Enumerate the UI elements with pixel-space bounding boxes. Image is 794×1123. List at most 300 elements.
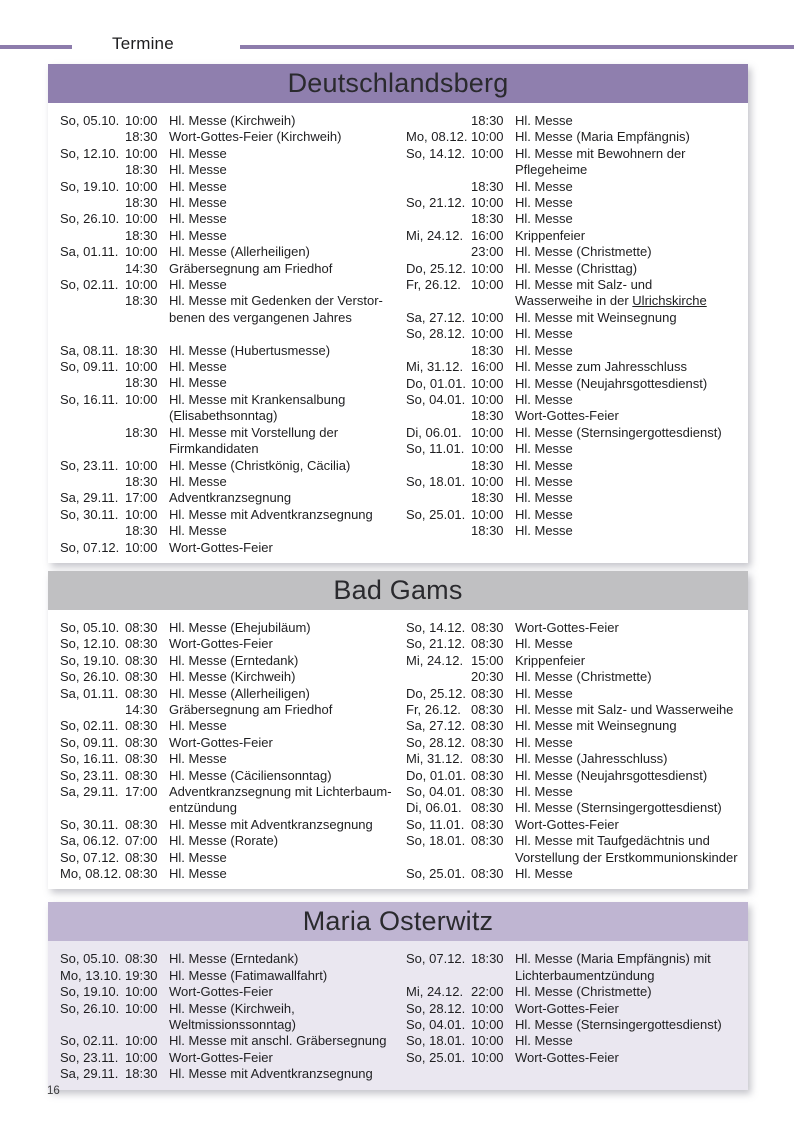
schedule-row	[60, 359, 392, 375]
event-time: 08:30	[471, 751, 504, 767]
event-date: Sa, 08.11.	[60, 342, 119, 358]
schedule-row	[60, 1050, 392, 1066]
event-time: 08:30	[471, 636, 504, 652]
event-description: Hl. Messe	[515, 473, 573, 489]
schedule-column-left	[48, 951, 398, 1082]
event-description: Hl. Messe	[169, 359, 227, 375]
event-description: Wort-Gottes-Feier	[169, 984, 273, 1000]
schedule-row	[406, 179, 744, 195]
schedule-row	[60, 702, 392, 718]
event-time: 08:30	[125, 951, 158, 967]
event-date: Mi, 24.12.	[406, 984, 464, 1000]
event-time: 08:30	[471, 619, 504, 635]
header-rule-right	[240, 45, 794, 49]
event-time: 22:00	[471, 984, 504, 1000]
event-date: So, 11.01.	[406, 816, 465, 832]
section-body	[48, 941, 748, 1089]
event-description: Hl. Messe	[169, 473, 227, 489]
event-description: Hl. Messe	[515, 734, 573, 750]
event-time: 18:30	[125, 162, 158, 178]
event-date	[60, 425, 125, 458]
section-title-deutschlandsberg: Deutschlandsberg	[48, 64, 748, 103]
event-description: Hl. Messe (Sternsingergottesdienst)	[515, 800, 722, 816]
section-maria-osterwitz	[48, 902, 748, 1089]
event-date: Sa, 29.11.	[60, 490, 119, 506]
schedule-row	[406, 392, 744, 408]
schedule-row	[406, 653, 744, 669]
event-description: Hl. Messe (Kirchweih)	[169, 113, 296, 128]
event-time: 18:30	[471, 490, 504, 506]
schedule-row	[60, 540, 392, 556]
event-time: 10:00	[471, 129, 504, 145]
schedule-row	[406, 669, 744, 685]
schedule-row	[406, 636, 744, 652]
schedule-row	[406, 1017, 744, 1033]
event-date: So, 12.10.	[60, 145, 120, 161]
event-date: So, 28.12.	[406, 1000, 466, 1016]
schedule-row	[60, 784, 392, 817]
section-body	[48, 610, 748, 890]
schedule-row	[406, 129, 744, 145]
event-description: Wort-Gottes-Feier	[515, 1049, 619, 1065]
event-date: Di, 06.01.	[406, 424, 462, 440]
schedule-row	[406, 1050, 744, 1066]
event-date: Do, 01.01.	[406, 767, 466, 783]
schedule-row	[60, 211, 392, 227]
schedule-row	[406, 474, 744, 490]
event-date: So, 21.12.	[406, 195, 466, 211]
section-title-bad-gams: Bad Gams	[48, 571, 748, 610]
event-date: So, 05.10.	[60, 619, 120, 635]
event-time: 14:30	[125, 260, 158, 276]
event-time: 08:30	[125, 751, 158, 767]
event-date: So, 28.12.	[406, 326, 466, 342]
event-description: Hl. Messe	[515, 685, 573, 701]
event-time: 10:00	[125, 1033, 158, 1049]
event-date: So, 02.11.	[60, 277, 119, 293]
event-date: So, 25.01.	[406, 1049, 466, 1065]
event-description: Hl. Messe (Jahresschluss)	[515, 751, 668, 767]
event-date	[60, 702, 125, 718]
schedule-row	[60, 850, 392, 866]
event-date: Sa, 01.11.	[60, 244, 119, 260]
schedule-row	[60, 669, 392, 685]
event-date: So, 02.11.	[60, 1033, 119, 1049]
event-time: 08:30	[471, 800, 504, 816]
schedule-row	[406, 833, 744, 866]
event-description: Hl. Messe (Christtag)	[515, 260, 638, 276]
event-description: Hl. Messe (Allerheiligen)	[169, 685, 310, 701]
event-time: 10:00	[125, 113, 158, 128]
event-date	[60, 195, 125, 211]
schedule-row	[60, 833, 392, 849]
schedule-column-left	[48, 620, 398, 883]
schedule-row	[406, 490, 744, 506]
header-rule-left	[0, 45, 72, 49]
event-description: Krippenfeier	[515, 652, 586, 668]
schedule-row	[60, 636, 392, 652]
schedule-row	[406, 1001, 744, 1017]
schedule-row	[60, 523, 392, 539]
schedule-row	[60, 458, 392, 474]
schedule-row	[406, 261, 744, 277]
event-time: 10:00	[471, 195, 504, 211]
event-description: Adventkranzsegnung mit Lichterbaum- entzündung	[169, 784, 392, 816]
schedule-row	[60, 1033, 392, 1049]
event-date: So, 18.01.	[406, 833, 466, 849]
event-time: 18:30	[125, 129, 158, 145]
schedule-row	[406, 113, 744, 129]
event-date	[60, 129, 125, 145]
event-description: Hl. Messe	[515, 457, 573, 473]
event-time: 10:00	[471, 1033, 504, 1049]
event-description: Hl. Messe	[515, 178, 573, 194]
event-description: Wort-Gottes-Feier	[515, 1000, 619, 1016]
event-description: Hl. Messe	[169, 227, 227, 243]
event-description: Hl. Messe	[169, 195, 227, 211]
event-time: 08:30	[471, 734, 504, 750]
schedule-row	[406, 244, 744, 260]
event-description: Gräbersegnung am Friedhof	[169, 260, 333, 276]
event-description: Hl. Messe	[169, 211, 227, 227]
schedule-row	[406, 376, 744, 392]
event-description: Hl. Messe	[169, 277, 227, 293]
event-date: So, 07.12.	[60, 849, 120, 865]
schedule-row	[406, 951, 744, 984]
event-description: Hl. Messe	[515, 326, 573, 342]
event-time: 08:30	[125, 685, 158, 701]
event-description: Hl. Messe (Maria Empfängnis)	[515, 129, 690, 145]
event-date: Mo, 08.12.	[60, 866, 122, 882]
schedule-row	[60, 129, 392, 145]
event-time: 18:30	[471, 951, 504, 967]
event-description: Hl. Messe	[515, 636, 573, 652]
event-date	[60, 162, 125, 178]
event-date	[406, 523, 471, 539]
event-description: Adventkranzsegnung	[169, 490, 292, 506]
event-description: Wort-Gottes-Feier	[169, 734, 273, 750]
schedule-row	[406, 458, 744, 474]
event-time: 08:30	[125, 652, 158, 668]
event-date: Mi, 31.12.	[406, 751, 464, 767]
schedule-row	[60, 735, 392, 751]
schedule-row	[60, 653, 392, 669]
event-description: Hl. Messe	[169, 145, 227, 161]
event-time: 10:00	[125, 277, 158, 293]
event-description: Hl. Messe (Sternsingergottesdienst)	[515, 1017, 722, 1033]
event-description: Hl. Messe (Cäciliensonntag)	[169, 767, 332, 783]
event-date: So, 02.11.	[60, 718, 119, 734]
event-date: So, 04.01.	[406, 391, 466, 407]
schedule-row	[60, 968, 392, 984]
event-description: Hl. Messe (Hubertusmesse)	[169, 342, 331, 358]
event-date: So, 07.12.	[60, 539, 120, 555]
event-date: So, 23.11.	[60, 457, 119, 473]
event-description: Hl. Messe (Ehejubiläum)	[169, 619, 311, 635]
event-description: Hl. Messe mit Weinsegnung	[515, 309, 677, 325]
event-time: 10:00	[125, 244, 158, 260]
event-time: 17:00	[125, 784, 158, 800]
event-description: Hl. Messe	[515, 506, 573, 522]
event-time: 16:00	[471, 359, 504, 375]
event-description: Hl. Messe (Kirchweih, Weltmissionssonntag)	[169, 1000, 296, 1033]
schedule-row	[60, 425, 392, 458]
schedule-row	[406, 768, 744, 784]
schedule-row	[406, 441, 744, 457]
event-date: Mo, 08.12.	[406, 129, 468, 145]
event-description: Hl. Messe	[515, 113, 573, 128]
event-date	[406, 458, 471, 474]
schedule-row	[60, 195, 392, 211]
event-time: 10:00	[471, 145, 504, 161]
schedule-column-right	[398, 113, 748, 540]
event-time: 08:30	[471, 866, 504, 882]
event-time: 10:00	[471, 441, 504, 457]
event-time: 18:30	[125, 424, 158, 440]
event-time: 10:00	[125, 145, 158, 161]
event-date: Di, 06.01.	[406, 800, 462, 816]
event-date: Sa, 27.12.	[406, 309, 466, 325]
event-time: 10:00	[125, 391, 158, 407]
event-date	[60, 228, 125, 244]
schedule-row	[60, 474, 392, 490]
event-time: 23:00	[471, 244, 504, 260]
event-date: So, 19.10.	[60, 178, 120, 194]
event-time: 18:30	[125, 227, 158, 243]
underlined-text: Ulrichskirche	[632, 293, 707, 309]
event-date: So, 28.12.	[406, 734, 466, 750]
event-description: Gräbersegnung am Friedhof	[169, 701, 333, 717]
event-time: 10:00	[471, 473, 504, 489]
schedule-row	[60, 507, 392, 523]
event-date	[406, 211, 471, 227]
schedule-row	[406, 425, 744, 441]
event-date: So, 14.12.	[406, 145, 466, 161]
event-time: 18:30	[125, 473, 158, 489]
event-description: Hl. Messe	[169, 718, 227, 734]
event-time: 10:00	[125, 178, 158, 194]
event-date: Mo, 13.10.	[60, 967, 122, 983]
event-time: 10:00	[471, 424, 504, 440]
event-description: Hl. Messe	[515, 441, 573, 457]
page-number: 16	[47, 1085, 60, 1097]
event-date: Do, 25.12.	[406, 260, 466, 276]
section-title-maria-osterwitz: Maria Osterwitz	[48, 902, 748, 941]
event-date: So, 04.01.	[406, 1017, 466, 1033]
event-date	[60, 293, 125, 326]
event-time: 18:30	[471, 211, 504, 227]
schedule-row	[60, 392, 392, 425]
event-description: Hl. Messe	[169, 751, 227, 767]
event-time: 18:30	[125, 293, 158, 309]
event-time: 10:00	[125, 984, 158, 1000]
event-description: Hl. Messe (Kirchweih)	[169, 669, 296, 685]
event-time: 18:30	[471, 342, 504, 358]
event-time: 18:30	[471, 408, 504, 424]
event-description: Hl. Messe	[515, 866, 573, 882]
event-time: 10:00	[471, 1000, 504, 1016]
event-date: So, 23.11.	[60, 767, 119, 783]
event-date: So, 05.10.	[60, 113, 120, 128]
event-description: Wort-Gottes-Feier	[515, 816, 619, 832]
event-description: Hl. Messe	[515, 391, 573, 407]
event-date	[406, 179, 471, 195]
event-date: Fr, 26.12.	[406, 701, 461, 717]
event-date: So, 19.10.	[60, 652, 120, 668]
event-date: So, 26.10.	[60, 669, 120, 685]
event-date	[406, 113, 471, 129]
event-time: 10:00	[471, 1017, 504, 1033]
event-date	[406, 669, 471, 685]
schedule-row	[60, 277, 392, 293]
event-description: Hl. Messe (Rorate)	[169, 833, 279, 849]
schedule-row	[406, 866, 744, 882]
event-time: 10:00	[125, 457, 158, 473]
event-date: Sa, 29.11.	[60, 1066, 119, 1082]
schedule-row	[406, 718, 744, 734]
event-description: Wort-Gottes-Feier	[169, 1049, 273, 1065]
event-time: 18:30	[471, 178, 504, 194]
schedule-row	[406, 784, 744, 800]
event-time: 08:30	[125, 767, 158, 783]
schedule-row	[406, 984, 744, 1000]
event-description: Hl. Messe (Christmette)	[515, 669, 652, 685]
schedule-row	[60, 620, 392, 636]
event-description: Hl. Messe (Christkönig, Cäcilia)	[169, 457, 351, 473]
event-date: So, 07.12.	[406, 951, 466, 967]
event-description: Hl. Messe (Christmette)	[515, 244, 652, 260]
event-description: Hl. Messe	[169, 178, 227, 194]
event-date: So, 21.12.	[406, 636, 466, 652]
schedule-row	[406, 195, 744, 211]
event-date	[406, 490, 471, 506]
event-date: Mi, 31.12.	[406, 359, 464, 375]
schedule-row	[60, 244, 392, 260]
event-time: 08:30	[125, 849, 158, 865]
schedule-row	[60, 375, 392, 391]
event-description: Hl. Messe (Neujahrsgottesdienst)	[515, 375, 708, 391]
schedule-column-right	[398, 620, 748, 883]
page-header	[0, 0, 794, 62]
event-description: Hl. Messe mit Salz- und Wasserweihe	[515, 701, 734, 717]
event-time: 08:30	[471, 718, 504, 734]
event-description: Wort-Gottes-Feier	[169, 636, 273, 652]
event-description: Hl. Messe mit Weinsegnung	[515, 718, 677, 734]
schedule-row	[60, 162, 392, 178]
event-description: Hl. Messe (Sternsingergottesdienst)	[515, 424, 722, 440]
event-description: Hl. Messe	[515, 342, 573, 358]
event-time: 08:30	[125, 636, 158, 652]
event-time: 10:00	[471, 260, 504, 276]
event-description: Hl. Messe (Maria Empfängnis) mit Lichterbaumentzündung	[515, 951, 711, 983]
event-date: Do, 01.01.	[406, 375, 466, 391]
event-time: 08:30	[471, 767, 504, 783]
event-date	[60, 474, 125, 490]
event-time: 10:00	[125, 539, 158, 555]
event-date: So, 26.10.	[60, 1000, 120, 1016]
event-date: Sa, 01.11.	[60, 685, 119, 701]
schedule-row	[406, 359, 744, 375]
event-date: Fr, 26.12.	[406, 277, 461, 293]
event-date: Mi, 24.12.	[406, 652, 464, 668]
schedule-row	[60, 984, 392, 1000]
event-date: Sa, 29.11.	[60, 784, 119, 800]
schedule-row	[406, 620, 744, 636]
schedule-row	[406, 277, 744, 310]
event-time: 15:00	[471, 652, 504, 668]
schedule-row	[406, 735, 744, 751]
event-description: Hl. Messe	[169, 375, 227, 391]
event-description: Hl. Messe	[515, 1033, 573, 1049]
event-time: 08:30	[471, 833, 504, 849]
event-date: So, 19.10.	[60, 984, 120, 1000]
schedule-row	[60, 261, 392, 277]
event-time: 07:00	[125, 833, 158, 849]
schedule-row	[60, 951, 392, 967]
event-description: Hl. Messe (Fatimawallfahrt)	[169, 967, 328, 983]
event-date: So, 16.11.	[60, 391, 119, 407]
event-date	[406, 244, 471, 260]
event-date: So, 12.10.	[60, 636, 120, 652]
schedule-row	[406, 686, 744, 702]
event-time: 10:00	[125, 359, 158, 375]
event-time: 18:30	[125, 1066, 158, 1082]
schedule-row	[60, 293, 392, 326]
event-time: 08:30	[471, 701, 504, 717]
event-date: So, 25.01.	[406, 506, 466, 522]
event-date: So, 16.11.	[60, 751, 119, 767]
event-date: So, 09.11.	[60, 359, 119, 375]
schedule-sections	[48, 64, 748, 1090]
schedule-row	[406, 326, 744, 342]
event-time: 18:30	[125, 523, 158, 539]
event-description: Hl. Messe (Erntedank)	[169, 951, 299, 967]
schedule-row	[406, 800, 744, 816]
event-date: So, 09.11.	[60, 734, 119, 750]
event-date	[406, 408, 471, 424]
event-time: 17:00	[125, 490, 158, 506]
event-time: 10:00	[471, 506, 504, 522]
schedule-row	[60, 768, 392, 784]
schedule-row	[406, 507, 744, 523]
event-date	[60, 523, 125, 539]
event-time: 16:00	[471, 227, 504, 243]
schedule-row	[406, 702, 744, 718]
event-time: 14:30	[125, 701, 158, 717]
event-date	[60, 375, 125, 391]
event-time: 08:30	[125, 734, 158, 750]
event-time: 08:30	[125, 669, 158, 685]
schedule-row	[60, 343, 392, 359]
event-date: So, 14.12.	[406, 619, 466, 635]
schedule-row	[406, 817, 744, 833]
event-description: Hl. Messe	[515, 195, 573, 211]
event-date: So, 30.11.	[60, 506, 119, 522]
event-time: 18:30	[471, 113, 504, 128]
event-time: 10:00	[471, 391, 504, 407]
event-description: Hl. Messe (Christmette)	[515, 984, 652, 1000]
schedule-row	[60, 718, 392, 734]
event-date: So, 04.01.	[406, 784, 466, 800]
event-date: So, 11.01.	[406, 441, 465, 457]
schedule-row	[60, 113, 392, 129]
event-description: Hl. Messe (Neujahrsgottesdienst)	[515, 767, 708, 783]
event-description: Krippenfeier	[515, 227, 586, 243]
event-date: Sa, 06.12.	[60, 833, 120, 849]
event-date: So, 30.11.	[60, 816, 119, 832]
event-time: 10:00	[471, 326, 504, 342]
event-time: 18:30	[471, 457, 504, 473]
